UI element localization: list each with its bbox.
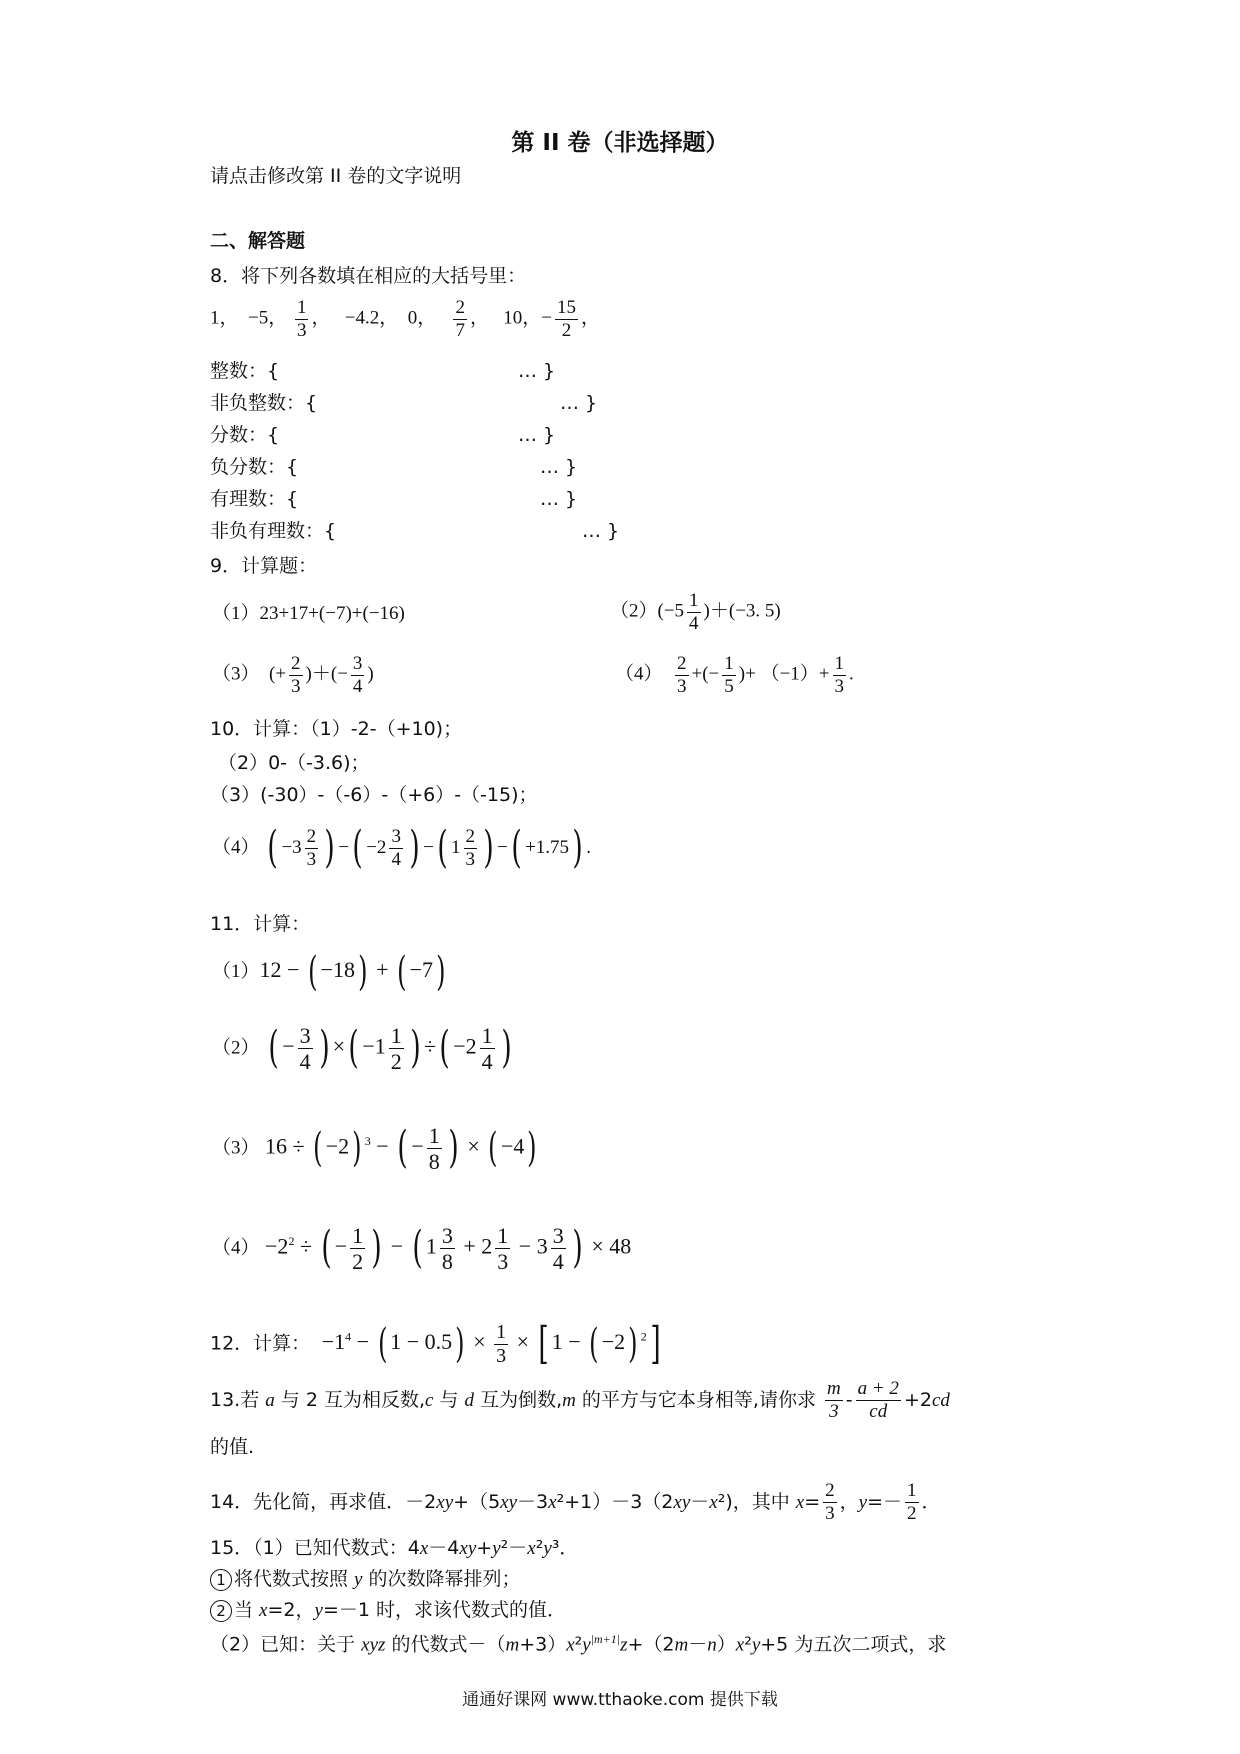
q15-item1: 1 将代数式按照 y 的次数降幂排列； (210, 1568, 521, 1592)
cat-fraction: 分数：{ (210, 424, 280, 446)
cat-nonneg-rational-end: … } (582, 520, 620, 542)
q10-part4: （4） ( −3 $\frac{2}{3}$ ) −( −2 $\frac{3}{4}$ ) −( 1 $\frac{2}{3}$ ) −( +1.75) . (212, 822, 591, 873)
cat-integer: 整数：{ (210, 360, 280, 382)
q14: 14．先化简，再求值．－2xy+（5xy－3x²+1）－3（2xy－x²)，其中 x= $\frac{2}{3}$ ，y=－ $\frac{1}{2}$ ． (210, 1480, 941, 1524)
cat-nonneg-integer: 非负整数：{ (210, 392, 318, 414)
q9-part4: （4） $\frac{2}{3}$ +(− $\frac{1}{5}$ )+ （−1）+ $\frac{1}{3}$ . (615, 653, 854, 697)
q9-part2: （2）(−5 $\frac{1}{4}$ )＋(−3. 5) (610, 590, 781, 634)
cat-fraction-end: … } (518, 424, 556, 446)
q15-item2: 2 当 x=2，y=－1 时，求该代数式的值． (210, 1599, 566, 1623)
q12: 12．计算： $-1^4$ − ( 1 − 0.5) × $\frac{1}{3}$ × [ 1 − ( −2) $^2$] (210, 1318, 661, 1369)
q10-part3: （3）(-30）-（-6）-（+6）-（-15)； (210, 784, 538, 806)
q8-numbers: 1， −5， $\frac{1}{3}$ ， −4.2， 0， $\frac{2}{7}$ ， 10，− $\frac{15}{2}$ ， (210, 297, 600, 341)
q8-stem: 8．将下列各数填在相应的大括号里： (210, 265, 527, 287)
q9-stem: 9．计算题： (210, 555, 318, 577)
circled-one: 1 (210, 1569, 232, 1591)
subtitle: 请点击修改第 II 卷的文字说明 (210, 165, 462, 187)
circled-two: 2 (210, 1600, 232, 1622)
cat-nonneg-rational: 非负有理数：{ (210, 520, 337, 542)
q15-line4: （2）已知：关于 xyz 的代数式$-(m+3)x^2y^{|m+1|}z+(2m-n)x^2y+5$ 为五次二项式，求 (210, 1632, 947, 1656)
footer-credit: 通通好课网 www.tthaoke.com 提供下载 (462, 1690, 778, 1710)
cat-rational-end: … } (540, 488, 578, 510)
q9-part1: （1）23+17+(−7)+(−16) (212, 603, 405, 624)
q9-part3: （3） (+ $\frac{2}{3}$ )＋(− $\frac{3}{4}$ ) (212, 653, 374, 697)
cat-nonneg-integer-end: … } (560, 392, 598, 414)
q11-part3: （3） 16 ÷ ( −2) $^3$ − ( − $\frac{1}{8}$ ) × ( −4) (212, 1122, 537, 1174)
q10-part2: （2）0-（-3.6)； (218, 752, 370, 774)
q15-line1: 15．（1）已知代数式：4x－4xy+y²－x²y³． (210, 1537, 579, 1559)
q11-stem: 11．计算： (210, 913, 311, 935)
cat-integer-end: … } (518, 360, 556, 382)
q11-part4: $(4) -2^2$ ÷ ( − $\frac{1}{2}$ ) − ( 1 $\frac{3}{8}$ + 2 $\frac{1}{3}$ − 3 $\frac{3}{4}$ ) × 48 (212, 1222, 632, 1274)
cat-neg-fraction: 负分数：{ (210, 456, 299, 478)
cat-rational: 有理数：{ (210, 488, 299, 510)
section-heading: 二、解答题 (210, 230, 306, 252)
q11-part1: （1）12 − ( −18) + ( −7) (212, 949, 446, 995)
q11-part2: （2） ( − $\frac{3}{4}$ ) ×( −1 $\frac{1}{2}$ ) ÷( −2 $\frac{1}{4}$ ) (212, 1022, 512, 1074)
q10-stem: 10．计算：（1）-2-（+10)； (210, 718, 463, 740)
page-title: 第 II 卷（非选择题） (511, 130, 729, 156)
q13-line2: 的值. (210, 1436, 255, 1458)
cat-neg-fraction-end: … } (540, 456, 578, 478)
q13-line1: 13.若 a 与 2 互为相反数,c 与 d 互为倒数,m 的平方与它本身相等,请你求 $\frac{m}{3}$ - $\frac{a + 2}{cd}$ +2cd (210, 1378, 950, 1422)
